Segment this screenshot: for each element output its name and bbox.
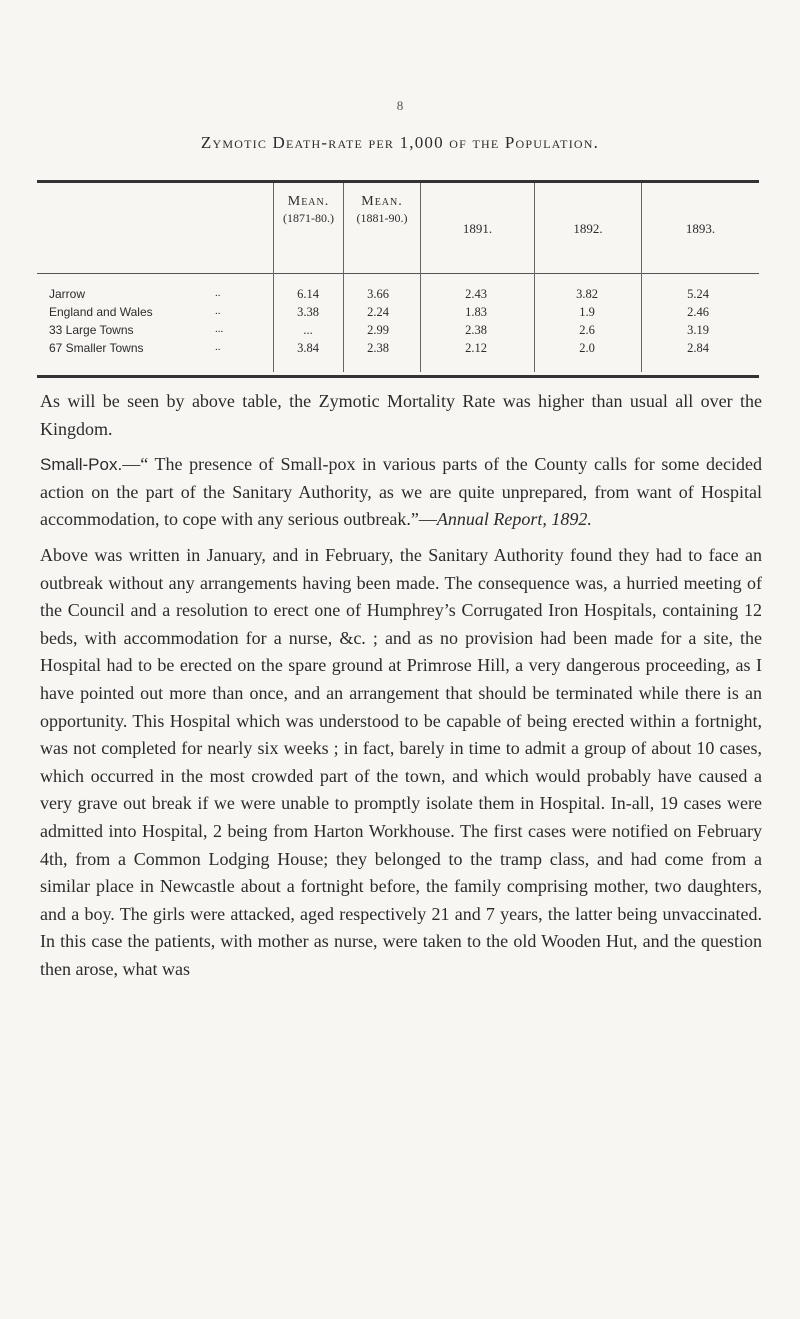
table-row [37,341,759,357]
header-period: (1871-80.) [283,211,334,225]
header-label: Mean. [361,194,403,209]
table-cell: 2.24 [367,305,389,319]
table-cell: 3.19 [687,323,709,337]
table-cell: 5.24 [687,287,709,301]
table-cell: 2.43 [465,287,487,301]
header-mean-1871 [274,193,343,227]
table-cell: ... [303,323,313,337]
table-row [37,305,759,321]
table-row [37,323,759,339]
header-mean-1881 [344,193,420,227]
row-label: 33 Large Towns [49,323,134,337]
page-number: 8 [396,98,404,113]
table-cell: 2.99 [367,323,389,337]
header-1893: 1893. [685,221,716,236]
page-title: Zymotic Death-rate per 1,000 of the Population. [200,133,600,152]
table-cell: 3.66 [367,287,389,301]
table-cell: 2.6 [579,323,595,337]
row-label: Jarrow [49,287,86,301]
paragraph-outbreak: Above was written in January, and in February, the Sanitary Authority found they had to face an outbreak without any arrangements having been made. The consequence was, a hurried meeting of the Council and a resolution to erect one of Humphrey’s Corrugated Iron Hospitals, containing 12 beds, with accommodation for a nurse, &c. ; and as no provision had been made for a site, the Hospital had to be erected on the spare ground at Primrose Hill, a very dangerous proceeding, as I have pointed out more than once, and an arrangement that should be terminated while there is an opportunity. This Hospital which was understood to be capable of being erected within a fortnight, was not completed for nearly six weeks ; in fact, barely in time to admit a group of about 10 cases, which occurred in the most crowded part of the town, and which would probably have caused a very grave out break if we were unable to promptly isolate them in Hospital. In-all, 19 cases were admitted into Hospital, 2 being from Harton Workhouse. The first cases were notified on February 4th, from a Common Lodging House; they belonged to the tramp class, and had come from a similar place in Newcastle about a fortnight before, the family comprising mother, two daughters, and a boy. The girls were attacked, aged respectively 21 and 7 years, the latter being unvaccinated. In this case the patients, with mother as nurse, were taken to the old Wooden Hut, and the question then arose, what was [40,544,762,979]
body-text [40,388,762,983]
header-1892: 1892. [573,221,603,236]
header-label: Mean. [287,194,330,209]
table-cell: 2.38 [465,323,487,337]
table-cell: 6.14 [297,287,319,301]
table-cell: 2.84 [687,341,709,355]
header-1891: 1891. [462,221,493,236]
table-cell: 2.38 [367,341,389,355]
death-rate-table [37,180,759,378]
table-row [37,287,759,303]
quote-text: —“ The presence of Small-pox in various parts of the County calls for some decided action on the part of the Sanitary Authority, as we are quite unprepared, from want of Hospital accommodation, to cope with any serious outbreak.”— [40,454,762,530]
section-heading: Small-Pox. [40,455,123,475]
citation: Annual Report, 1892. [436,509,592,530]
table-cell: 3.82 [576,287,598,301]
table-cell: 2.46 [687,305,709,319]
table-cell: 1.9 [579,305,595,319]
table-cell: 1.83 [465,305,487,319]
paragraph-small-pox [40,451,762,534]
paragraph-summary: As will be seen by above table, the Zymotic Mortality Rate was higher than usual all over the Kingdom. [40,391,762,439]
row-leader: .. [215,287,221,299]
row-label: England and Wales [49,305,153,319]
table-cell: 3.84 [297,341,319,355]
table-cell: 2.0 [579,341,595,355]
row-leader: ... [215,323,224,335]
row-label: 67 Smaller Towns [49,341,144,355]
row-leader: .. [215,341,221,353]
row-leader: .. [215,305,221,317]
table-cell: 3.38 [297,305,319,319]
header-period: (1881-90.) [356,211,408,225]
header-divider [37,273,759,274]
table-cell: 2.12 [465,341,487,355]
